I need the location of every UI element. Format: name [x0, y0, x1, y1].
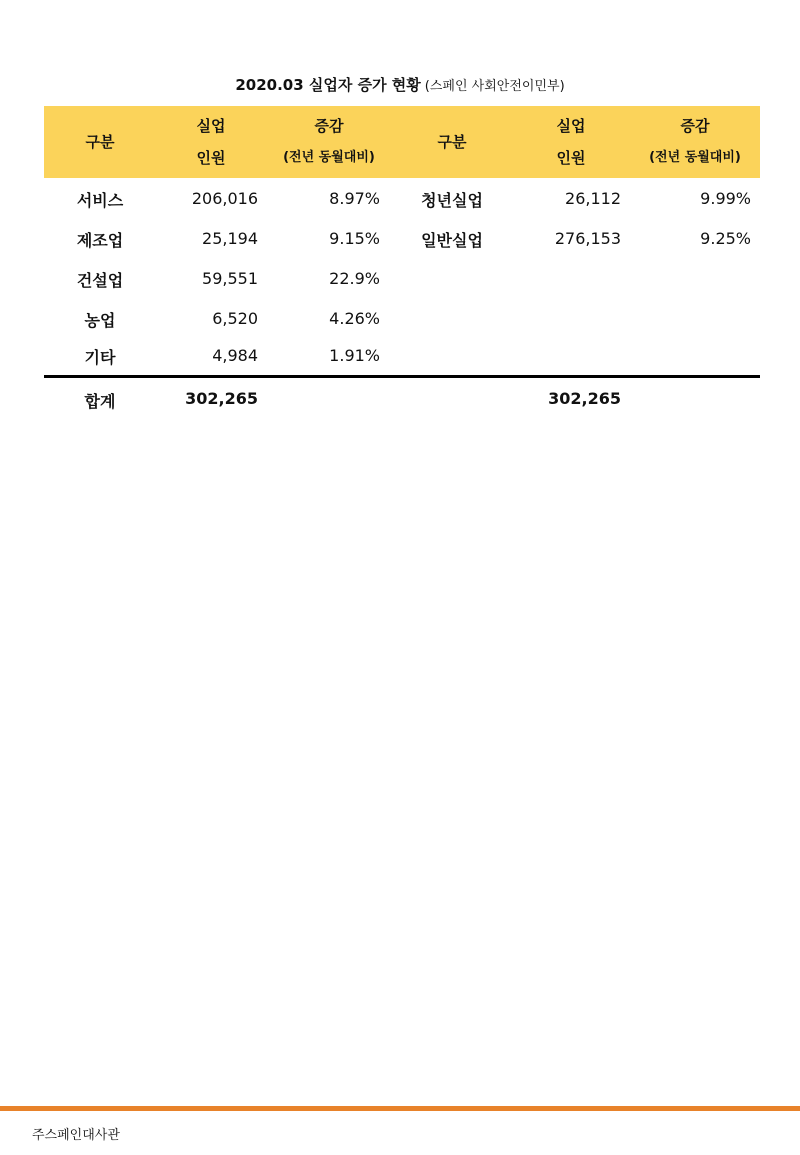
right-row-change: 9.99%: [700, 189, 751, 208]
left-row-count: 59,551: [202, 269, 258, 288]
header-count-line1: 실업: [196, 117, 226, 135]
table-header: [44, 106, 760, 178]
header-count-line2: 인원: [556, 149, 586, 167]
header-count-right: [512, 106, 630, 178]
header-change-right: [630, 106, 760, 178]
footer-divider: [0, 1106, 800, 1111]
header-category-label: 구분: [437, 133, 467, 151]
header-change-line1: 증감: [314, 117, 344, 135]
header-category-left: [44, 106, 156, 178]
left-row-change: 22.9%: [329, 269, 380, 288]
left-row-category: 농업: [84, 311, 116, 330]
left-row-count: 6,520: [212, 309, 258, 328]
footer-organization: 주스페인대사관: [32, 1128, 120, 1143]
left-row-category: 기타: [84, 348, 116, 367]
title-source: (스페인 사회안전이민부): [424, 79, 565, 94]
right-row-change: 9.25%: [700, 229, 751, 248]
left-row-count: 25,194: [202, 229, 258, 248]
right-row-count: 276,153: [554, 229, 621, 248]
title-main: 2020.03 실업자 증가 현황: [235, 76, 421, 94]
header-change-line2: (전년 동월대비): [649, 150, 741, 165]
header-count-line1: 실업: [556, 117, 586, 135]
left-row-change: 1.91%: [329, 346, 380, 365]
header-change-line1: 증감: [680, 117, 710, 135]
left-row-category: 서비스: [76, 191, 124, 210]
left-row-change: 8.97%: [329, 189, 380, 208]
right-row-category: 청년실업: [421, 191, 483, 210]
header-category-right: [392, 106, 512, 178]
left-row-category: 제조업: [76, 231, 124, 250]
header-category-label: 구분: [85, 133, 115, 151]
total-label: 합계: [84, 392, 116, 411]
page-title: [0, 74, 800, 95]
total-divider: [44, 375, 760, 378]
left-row-category: 건설업: [76, 271, 124, 290]
header-change-left: [266, 106, 392, 178]
right-row-category: 일반실업: [421, 231, 483, 250]
header-count-line2: 인원: [196, 149, 226, 167]
total-left-count: 302,265: [185, 389, 258, 408]
header-change-line2: (전년 동월대비): [283, 150, 375, 165]
left-row-change: 4.26%: [329, 309, 380, 328]
left-row-change: 9.15%: [329, 229, 380, 248]
total-right-count: 302,265: [548, 389, 621, 408]
left-row-count: 206,016: [191, 189, 258, 208]
header-count-left: [156, 106, 266, 178]
right-row-count: 26,112: [565, 189, 621, 208]
left-row-count: 4,984: [212, 346, 258, 365]
